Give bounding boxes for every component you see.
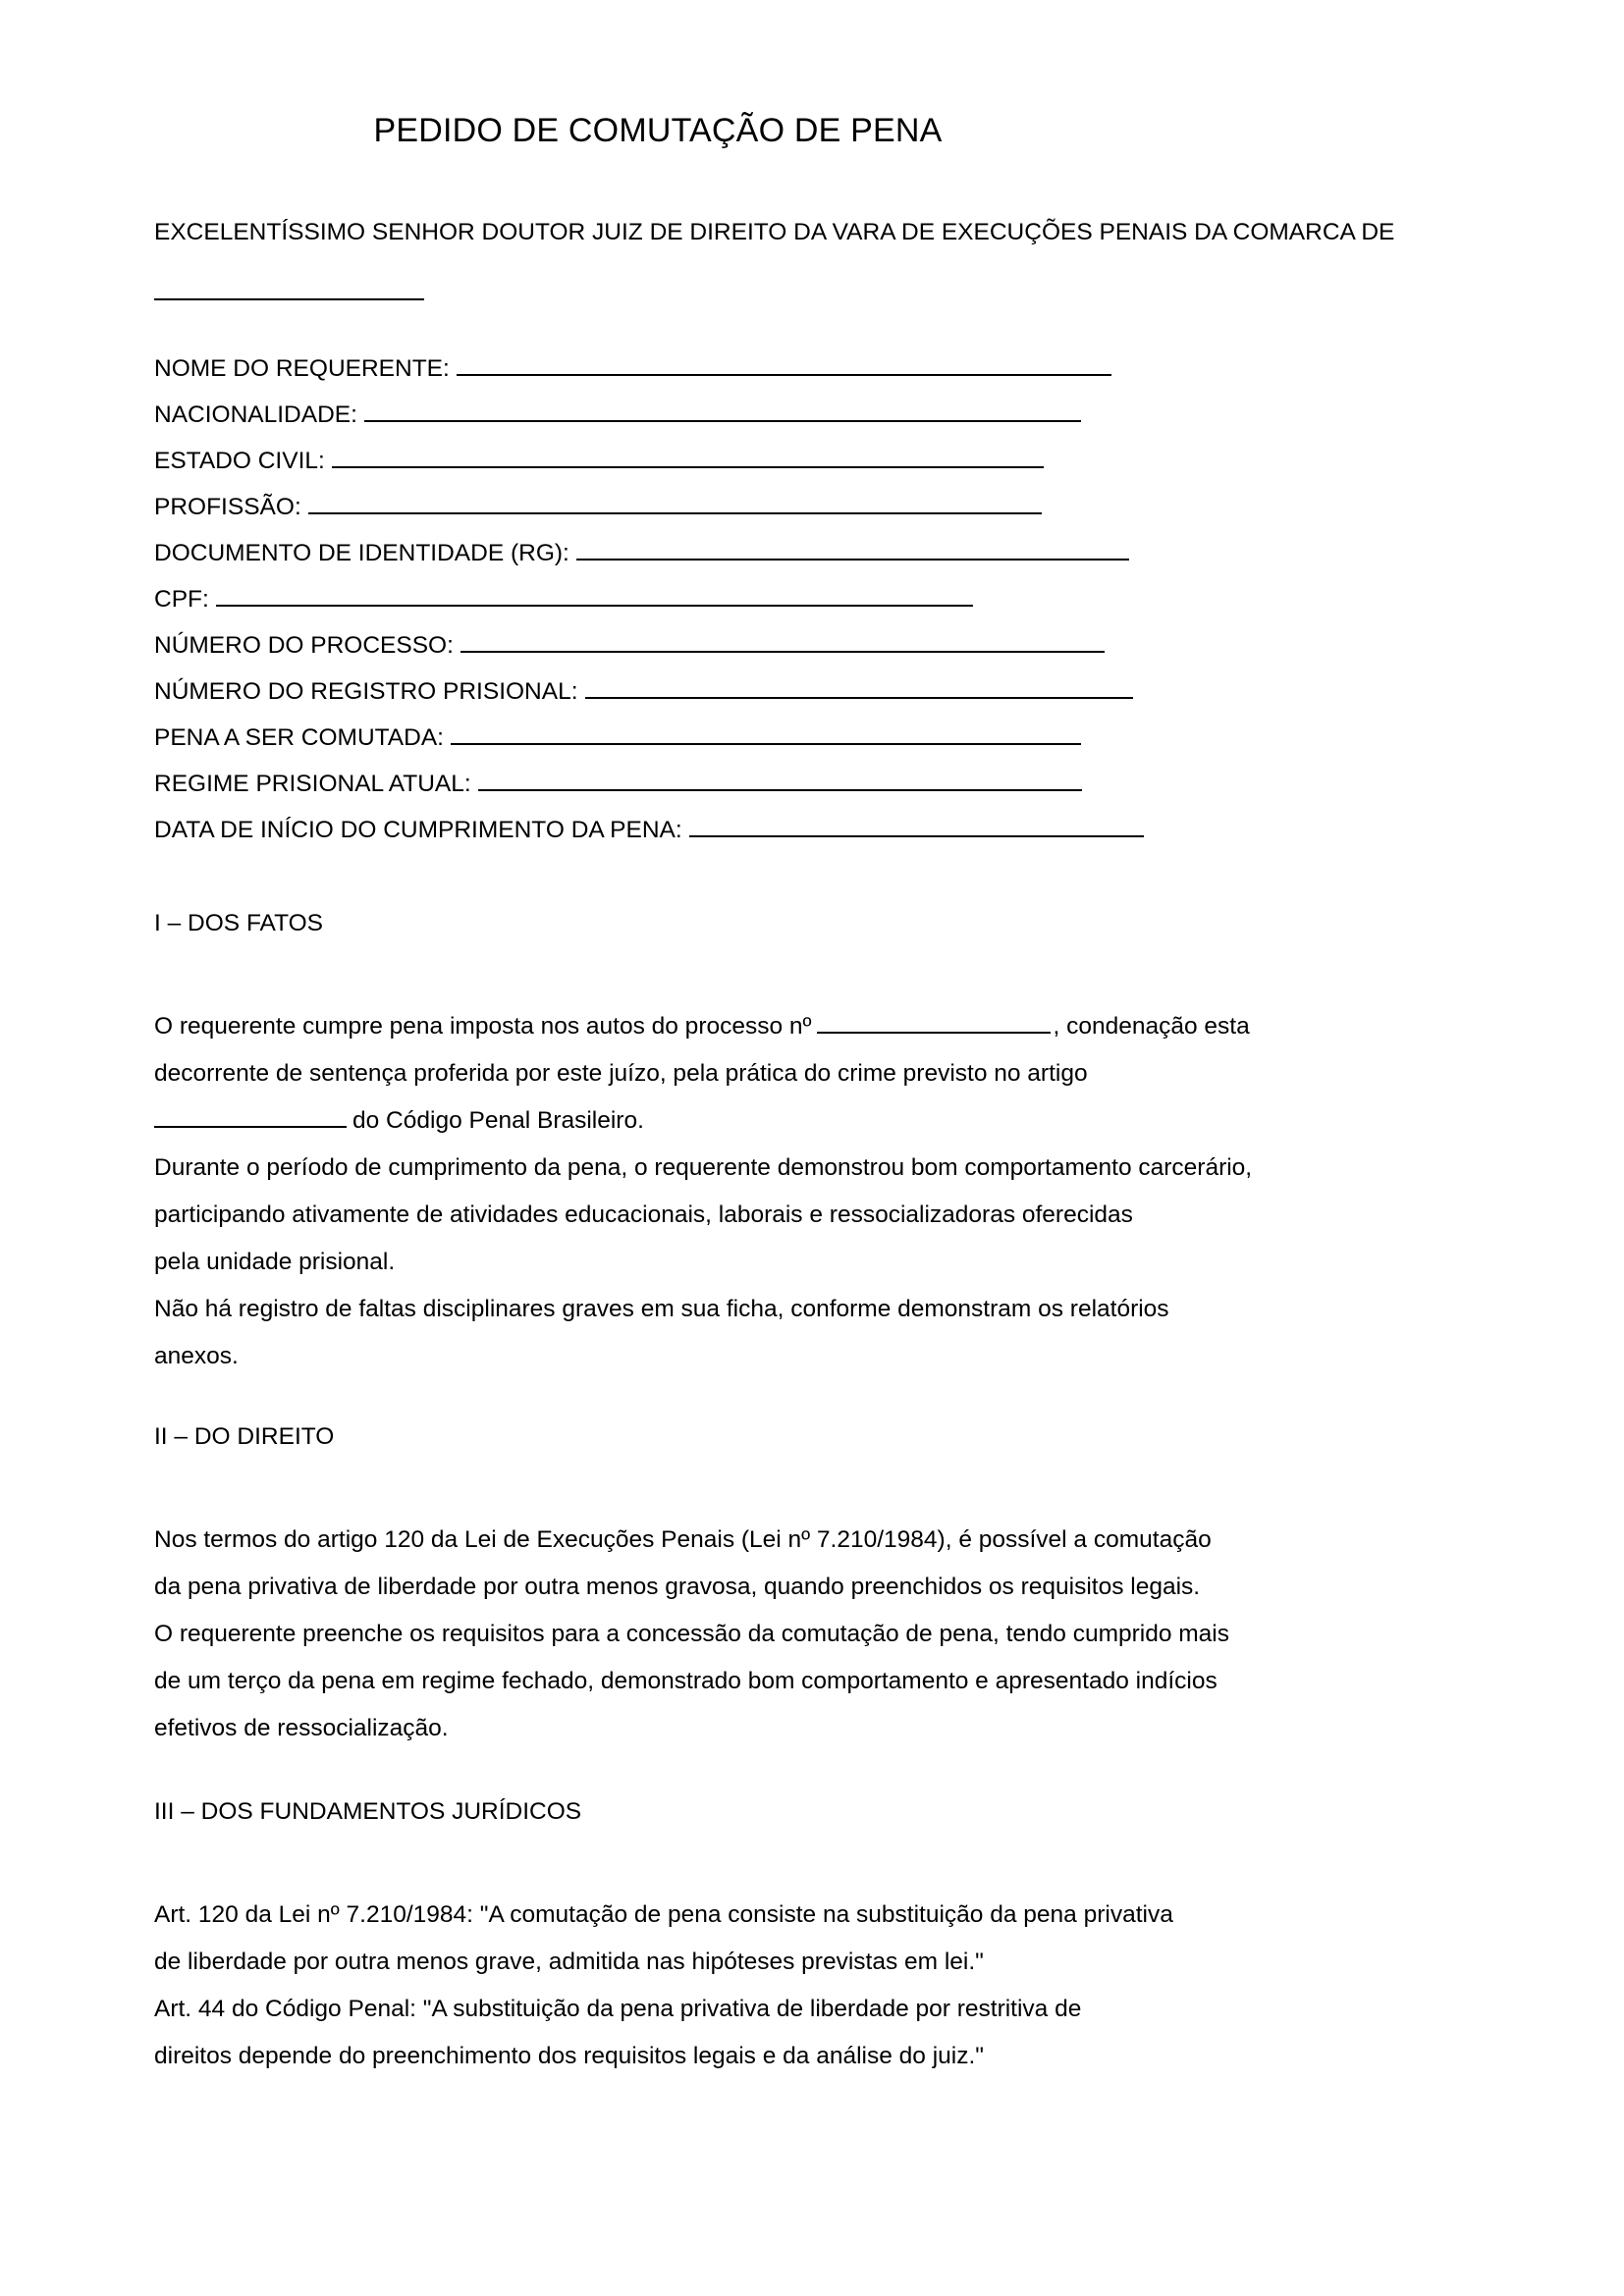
paragraph-line: anexos. [154, 1343, 239, 1369]
paragraph-line: decorrente de sentença proferida por este juízo, pela prática do crime previsto no artigo [154, 1060, 1088, 1087]
field-nome-do-requerente [154, 353, 1509, 400]
field-profissao [154, 492, 1509, 538]
paragraph-line: Nos termos do artigo 120 da Lei de Execuções Penais (Lei nº 7.210/1984), é possível a comutação [154, 1526, 1212, 1553]
field-pena-a-ser-comutada [154, 722, 1509, 769]
field-input-rule[interactable] [332, 449, 1044, 468]
field-estado-civil [154, 446, 1509, 492]
text-after-blank: do Código Penal Brasileiro. [352, 1107, 644, 1134]
paragraph-line: efetivos de ressocialização. [154, 1715, 449, 1741]
field-regime-prisional-atual [154, 769, 1509, 815]
field-label: DATA DE INÍCIO DO CUMPRIMENTO DA PENA: [154, 817, 682, 843]
paragraph-line: direitos depende do preenchimento dos requisitos legais e da análise do juiz." [154, 2043, 984, 2069]
paragraph-line: de um terço da pena em regime fechado, demonstrado bom comportamento e apresentado indícios [154, 1668, 1218, 1694]
field-label: PENA A SER COMUTADA: [154, 724, 444, 751]
paragraph-fatos-3 [154, 1286, 1519, 1380]
paragraph-fundamentos-1 [154, 1892, 1519, 1986]
paragraph-fundamentos-2 [154, 1986, 1519, 2080]
text-after-blank: , condenação esta [1053, 1013, 1250, 1040]
field-input-rule[interactable] [364, 402, 1081, 422]
paragraph-direito-1 [154, 1517, 1519, 1611]
field-label: PROFISSÃO: [154, 494, 301, 520]
paragraph-line [154, 1003, 1519, 1050]
field-label: ESTADO CIVIL: [154, 448, 325, 474]
field-input-rule[interactable] [478, 772, 1082, 791]
text-before-blank: O requerente cumpre pena imposta nos autos do processo nº [154, 1013, 812, 1040]
field-numero-do-processo [154, 630, 1509, 676]
page-title: PEDIDO DE COMUTAÇÃO DE PENA [373, 112, 943, 149]
section-heading-do-direito: II – DO DIREITO [154, 1423, 335, 1450]
field-label: NOME DO REQUERENTE: [154, 355, 450, 382]
section-heading-dos-fatos: I – DOS FATOS [154, 910, 324, 936]
section-heading-dos-fundamentos-juridicos: III – DOS FUNDAMENTOS JURÍDICOS [154, 1798, 582, 1825]
field-label: DOCUMENTO DE IDENTIDADE (RG): [154, 540, 569, 566]
paragraph-fatos-1 [154, 1003, 1519, 1145]
field-input-rule[interactable] [460, 633, 1105, 653]
paragraph-direito-2 [154, 1611, 1519, 1752]
paragraph-line [154, 1097, 1519, 1145]
paragraph-line: Art. 120 da Lei nº 7.210/1984: "A comutação de pena consiste na substituição da pena privativa [154, 1901, 1173, 1928]
field-documento-de-identidade [154, 538, 1509, 584]
field-input-rule[interactable] [451, 725, 1081, 745]
field-label: CPF: [154, 586, 209, 613]
field-input-rule[interactable] [457, 356, 1111, 376]
field-nacionalidade [154, 400, 1509, 446]
paragraph-line: pela unidade prisional. [154, 1249, 396, 1275]
field-label: REGIME PRISIONAL ATUAL: [154, 771, 471, 797]
field-input-rule[interactable] [308, 495, 1042, 514]
paragraph-line: Durante o período de cumprimento da pena, o requerente demonstrou bom comportamento carcerário, [154, 1154, 1253, 1181]
paragraph-line: Art. 44 do Código Penal: "A substituição da pena privativa de liberdade por restritiva de [154, 1996, 1082, 2022]
blank-rule [154, 298, 424, 300]
paragraph-line: de liberdade por outra menos grave, admitida nas hipóteses previstas em lei." [154, 1949, 984, 1975]
paragraph-line: da pena privativa de liberdade por outra menos gravosa, quando preenchidos os requisitos legais. [154, 1574, 1201, 1600]
paragraph-line: O requerente preenche os requisitos para a concessão da comutação de pena, tendo cumprido mais [154, 1621, 1229, 1647]
artigo-number-blank[interactable] [154, 1108, 347, 1128]
addressee-comarca-blank[interactable] [154, 277, 424, 302]
paragraph-line: Não há registro de faltas disciplinares graves em sua ficha, conforme demonstram os relatórios [154, 1296, 1169, 1322]
field-input-rule[interactable] [689, 818, 1144, 837]
field-label: NÚMERO DO REGISTRO PRISIONAL: [154, 678, 578, 705]
paragraph-line: participando ativamente de atividades educacionais, laborais e ressocializadoras oferecidas [154, 1201, 1133, 1228]
field-input-rule[interactable] [216, 587, 973, 607]
field-label: NACIONALIDADE: [154, 401, 357, 428]
requerente-fields [154, 353, 1509, 861]
field-numero-do-registro-prisional [154, 676, 1509, 722]
field-label: NÚMERO DO PROCESSO: [154, 632, 454, 659]
addressee-line: EXCELENTÍSSIMO SENHOR DOUTOR JUIZ DE DIREITO DA VARA DE EXECUÇÕES PENAIS DA COMARCA DE [154, 219, 1395, 245]
field-data-de-inicio-do-cumprimento [154, 815, 1509, 861]
field-input-rule[interactable] [585, 679, 1133, 699]
processo-number-blank[interactable] [817, 1014, 1051, 1034]
field-cpf [154, 584, 1509, 630]
paragraph-fatos-2 [154, 1145, 1519, 1286]
field-input-rule[interactable] [576, 541, 1129, 561]
